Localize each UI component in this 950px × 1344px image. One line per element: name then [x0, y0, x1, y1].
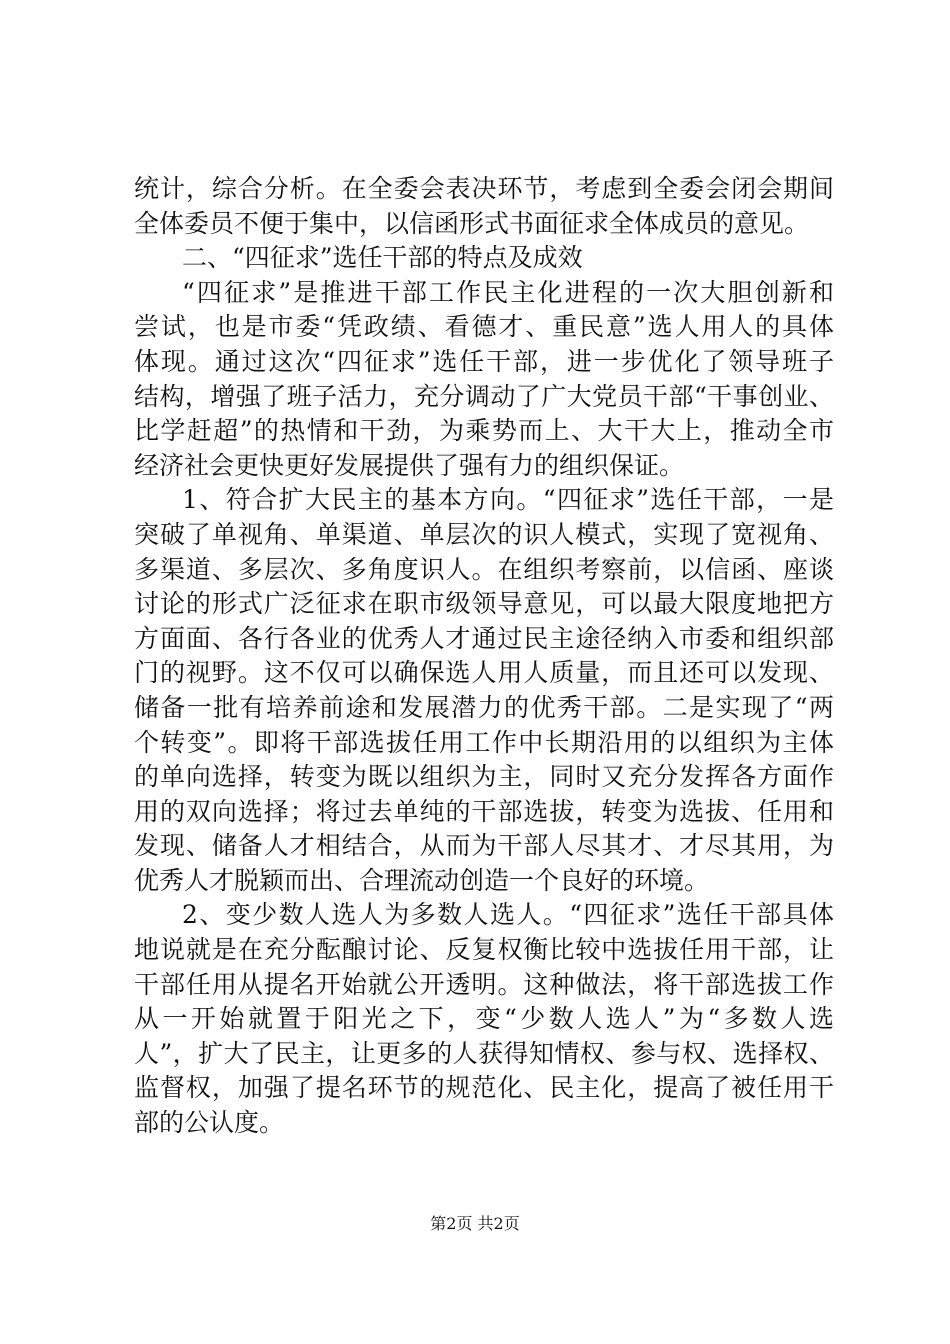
section-heading: 二、“四征求”选任干部的特点及成效: [182, 243, 583, 273]
text-line: 讨论的形式广泛征求在职市级领导意见，可以最大限度地把方: [134, 589, 834, 619]
text-line: 门的视野。这不仅可以确保选人用人质量，而且还可以发现、: [134, 658, 834, 688]
document-body: [134, 172, 834, 1141]
text-line: 从一开始就置于阳光之下，变“少数人选人”为“多数人选: [134, 1004, 834, 1034]
text-line: “四征求”是推进干部工作民主化进程的一次大胆创新和: [182, 277, 834, 307]
text-line: 干部任用从提名开始就公开透明。这种做法，将干部选拔工作: [134, 969, 834, 999]
text-line: 统计，综合分析。在全委会表决环节，考虑到全委会闭会期间: [134, 174, 834, 203]
text-line: 个转变”。即将干部选拔任用工作中长期沿用的以组织为主体: [134, 727, 834, 757]
text-line: 1、符合扩大民主的基本方向。“四征求”选任干部，一是: [182, 485, 834, 515]
text-line: 全体委员不便于集中，以信函形式书面征求全体成员的意见。: [134, 208, 810, 238]
text-line: 用的双向选择；将过去单纯的干部选拔，转变为选拔、任用和: [134, 796, 834, 826]
text-line: 突破了单视角、单渠道、单层次的识人模式，实现了宽视角、: [134, 519, 834, 549]
text-line: 2、变少数人选人为多数人选人。“四征求”选任干部具体: [182, 900, 834, 930]
text-line: 比学赶超”的热情和干劲，为乘势而上、大干大上，推动全市: [134, 416, 834, 446]
text-line: 部的公认度。: [134, 1108, 285, 1138]
text-line: 经济社会更快更好发展提供了强有力的组织保证。: [134, 450, 685, 480]
text-line: 储备一批有培养前途和发展潜力的优秀干部。二是实现了“两: [134, 692, 834, 722]
text-line: 优秀人才脱颖而出、合理流动创造一个良好的环境。: [134, 865, 710, 895]
text-line: 体现。通过这次“四征求”选任干部，进一步优化了领导班子: [134, 346, 834, 376]
text-line: 的单向选择，转变为既以组织为主，同时又充分发挥各方面作: [134, 762, 834, 792]
text-line: 结构，增强了班子活力，充分调动了广大党员干部“干事创业、: [134, 381, 834, 411]
text-line: 地说就是在充分酝酿讨论、反复权衡比较中选拔任用干部，让: [134, 935, 834, 965]
text-line: 方面面、各行各业的优秀人才通过民主途径纳入市委和组织部: [134, 623, 834, 653]
text-line: 监督权，加强了提名环节的规范化、民主化，提高了被任用干: [134, 1073, 834, 1103]
text-line: 人”，扩大了民主，让更多的人获得知情权、参与权、选择权、: [134, 1038, 834, 1068]
text-line: 尝试，也是市委“凭政绩、看德才、重民意”选人用人的具体: [134, 312, 834, 342]
text-line: 多渠道、多层次、多角度识人。在组织考察前，以信函、座谈: [134, 554, 834, 584]
text-line: 发现、储备人才相结合，从而为干部人尽其才、才尽其用，为: [134, 831, 834, 861]
page-number-footer: 第2页 共2页: [430, 1214, 520, 1233]
